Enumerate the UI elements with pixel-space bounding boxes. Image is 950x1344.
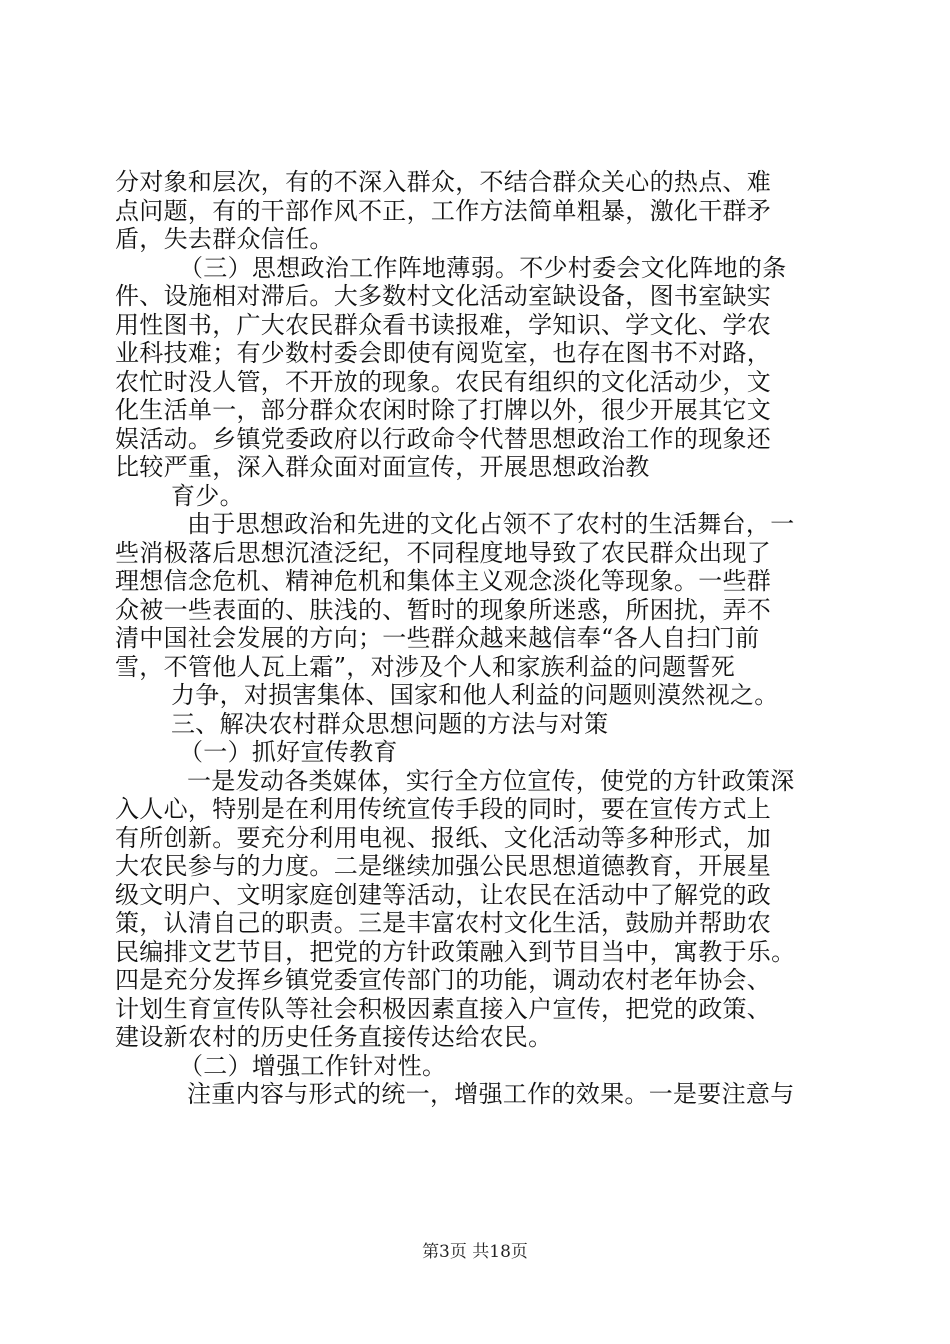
text-line: 农忙时没人管，不开放的现象。农民有组织的文化活动少，文 <box>115 367 772 396</box>
text-line: 化生活单一，部分群众农闲时除了打牌以外，很少开展其它文 <box>115 396 772 424</box>
text-line: 入人心，特别是在利用传统宣传手段的同时，要在宣传方式上 <box>115 795 772 823</box>
text-line: 众被一些表面的、肤浅的、暂时的现象所迷惑，所困扰，弄不 <box>115 595 772 624</box>
text-line: 清中国社会发展的方向；一些群众越来越信奉“各人自扫门前 <box>115 624 760 652</box>
text-line: 大农民参与的力度。二是继续加强公民思想道德教育，开展星 <box>115 852 772 880</box>
text-line: 盾，失去群众信任。 <box>115 225 334 253</box>
text-line: 些消极落后思想沉渣泛纪，不同程度地导致了农民群众出现了 <box>115 538 772 567</box>
text-line: 件、设施相对滞后。大多数村文化活动室缺设备，图书室缺实 <box>115 282 772 310</box>
text-line: 育少。 <box>171 481 244 510</box>
text-line: 有所创新。要充分利用电视、报纸、文化活动等多种形式，加 <box>115 823 772 852</box>
text-line: 用性图书，广大农民群众看书读报难，学知识、学文化、学农 <box>115 310 772 339</box>
text-line: 建设新农村的历史任务直接传达给农民。 <box>115 1023 553 1051</box>
text-line: 注重内容与形式的统一，增强工作的效果。一是要注意与 <box>187 1080 795 1108</box>
text-line: 一是发动各类媒体，实行全方位宣传，使党的方针政策深 <box>187 766 795 795</box>
subsection-heading: （一）抓好宣传教育 <box>179 738 398 766</box>
text-line: 由于思想政治和先进的文化占领不了农村的生活舞台，一 <box>187 510 795 538</box>
text-line: 点问题，有的干部作风不正，工作方法简单粗暴，激化干群矛 <box>115 196 772 225</box>
text-line: 业科技难；有少数村委会即使有阅览室，也存在图书不对路， <box>115 339 772 367</box>
text-line: 民编排文艺节目，把党的方针政策融入到节目当中，寓教于乐。 <box>115 937 796 966</box>
text-line: 力争，对损害集体、国家和他人利益的问题则漠然视之。 <box>171 681 779 709</box>
section-heading: 三、解决农村群众思想问题的方法与对策 <box>171 709 609 738</box>
text-line: 计划生育宣传队等社会积极因素直接入户宣传，把党的政策、 <box>115 994 772 1023</box>
text-line: 策，认清自己的职责。三是丰富农村文化生活，鼓励并帮助农 <box>115 909 772 937</box>
text-line: 理想信念危机、精神危机和集体主义观念淡化等现象。一些群 <box>115 567 772 595</box>
text-line: 雪，不管他人瓦上霜”，对涉及个人和家族利益的问题誓死 <box>115 652 736 681</box>
page-number-footer: 第3页 共18页 <box>422 1242 528 1262</box>
text-line: 分对象和层次，有的不深入群众，不结合群众关心的热点、难 <box>115 168 772 196</box>
text-line: 级文明户、文明家庭创建等活动，让农民在活动中了解党的政 <box>115 880 772 909</box>
text-line: 比较严重，深入群众面对面宣传，开展思想政治教 <box>115 453 650 481</box>
document-body <box>115 168 845 1109</box>
text-line: 娱活动。乡镇党委政府以行政命令代替思想政治工作的现象还 <box>115 424 772 453</box>
text-line: （三）思想政治工作阵地薄弱。不少村委会文化阵地的条 <box>179 253 787 282</box>
text-line: 四是充分发挥乡镇党委宣传部门的功能，调动农村老年协会、 <box>115 966 772 994</box>
subsection-heading: （二）增强工作针对性。 <box>179 1051 447 1080</box>
